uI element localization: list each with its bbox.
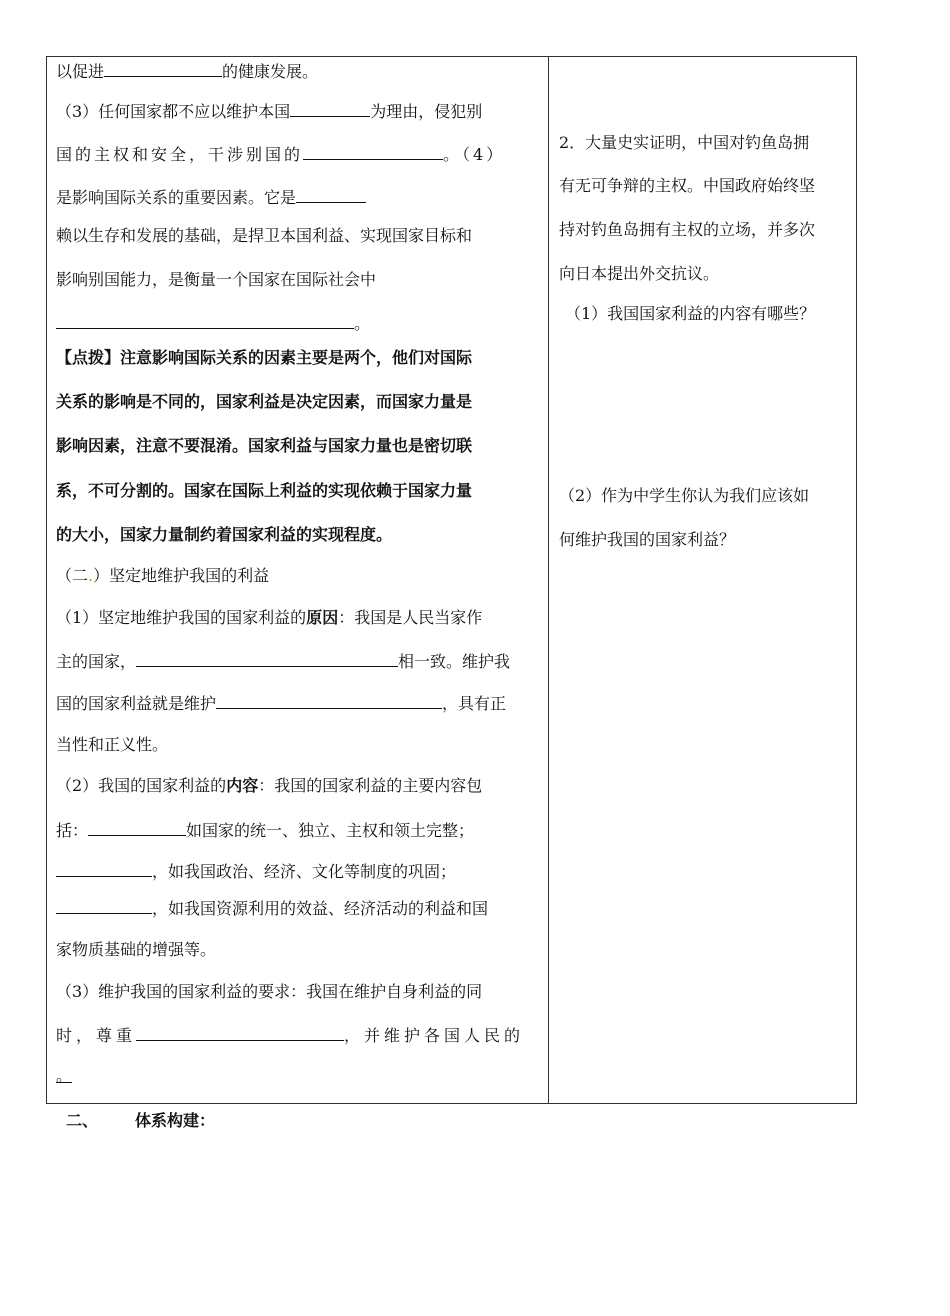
- answer-blank[interactable]: [56, 312, 354, 329]
- content-line: ，如我国政治、经济、文化等制度的巩固；: [56, 860, 456, 882]
- content-line: ，如我国资源利用的效益、经济活动的利益和国: [56, 897, 488, 919]
- reason-line: （1）坚定地维护我国的国家利益的原因：我国是人民当家作: [56, 608, 483, 627]
- tip-line: 【点拨】注意影响国际关系的因素主要是两个，他们对国际: [56, 348, 473, 367]
- reason-line: 主的国家， 相一致。维护我: [56, 652, 511, 671]
- fill-line-4: 是影响国际关系的重要因素。它是: [56, 186, 366, 208]
- question-2: 何维护我国的国家利益？: [559, 530, 736, 549]
- answer-blank[interactable]: 。: [56, 1066, 73, 1085]
- require-line: （3）维护我国的国家利益的要求：我国在维护自身利益的同: [56, 982, 483, 1001]
- content-line: 括： 如国家的统一、独立、主权和领土完整；: [56, 821, 475, 840]
- reason-line: 国的国家利益就是维护 ，具有正: [56, 694, 507, 713]
- text-line: 赖以生存和发展的基础，是捍卫本国利益、实现国家目标和: [56, 226, 473, 245]
- content-line: （2）我国的国家利益的内容：我国的国家利益的主要内容包: [56, 776, 483, 795]
- column-divider: [548, 56, 549, 1104]
- question-text: 向日本提出外交抗议。: [559, 264, 720, 283]
- answer-blank[interactable]: [56, 897, 152, 914]
- section-heading: 体系构建：: [135, 1111, 216, 1130]
- section-title: （二.）坚定地维护我国的利益: [56, 566, 270, 585]
- answer-blank[interactable]: [56, 860, 152, 877]
- tip-line: 影响因素，注意不要混淆。国家利益与国家力量也是密切联: [56, 436, 473, 455]
- answer-blank[interactable]: [136, 1024, 344, 1041]
- text-line: 影响别国能力，是衡量一个国家在国际社会中: [56, 270, 377, 289]
- content-line: 家物质基础的增强等。: [56, 940, 217, 959]
- question-text: 2．大量史实证明，中国对钓鱼岛拥: [559, 133, 810, 152]
- answer-blank[interactable]: [88, 819, 186, 836]
- require-line: [56, 1066, 72, 1086]
- section-number: 二、: [66, 1111, 99, 1130]
- question-2: （2）作为中学生你认为我们应该如: [559, 486, 810, 505]
- tip-line: 的大小，国家力量制约着国家利益的实现程度。: [56, 525, 393, 544]
- fill-line-status: 。: [56, 312, 370, 334]
- fill-line-sovereignty: 国的主权和安全，干涉别国的 。（4）: [56, 145, 506, 164]
- question-text: 有无可争辩的主权。中国政府始终坚: [559, 176, 816, 195]
- answer-blank[interactable]: [290, 100, 370, 117]
- answer-blank[interactable]: [104, 60, 222, 77]
- tip-line: 关系的影响是不同的，国家利益是决定因素，而国家力量是: [56, 392, 473, 411]
- question-text: 持对钓鱼岛拥有主权的立场，并多次: [559, 220, 816, 239]
- fill-line-3: （3）任何国家都不应以维护本国 为理由，侵犯别: [56, 102, 483, 121]
- require-line: 时，尊重 ，并维护各国人民的: [56, 1026, 525, 1045]
- reason-line: 当性和正义性。: [56, 735, 169, 754]
- answer-blank[interactable]: [136, 650, 398, 667]
- tip-line: 系，不可分割的。国家在国际上利益的实现依赖于国家力量: [56, 481, 473, 500]
- answer-blank[interactable]: [216, 692, 442, 709]
- question-1: （1）我国国家利益的内容有哪些？: [565, 304, 816, 323]
- answer-blank[interactable]: [303, 143, 443, 160]
- fill-line-promote: 以促进 的健康发展。: [56, 62, 319, 81]
- answer-blank[interactable]: [296, 186, 366, 203]
